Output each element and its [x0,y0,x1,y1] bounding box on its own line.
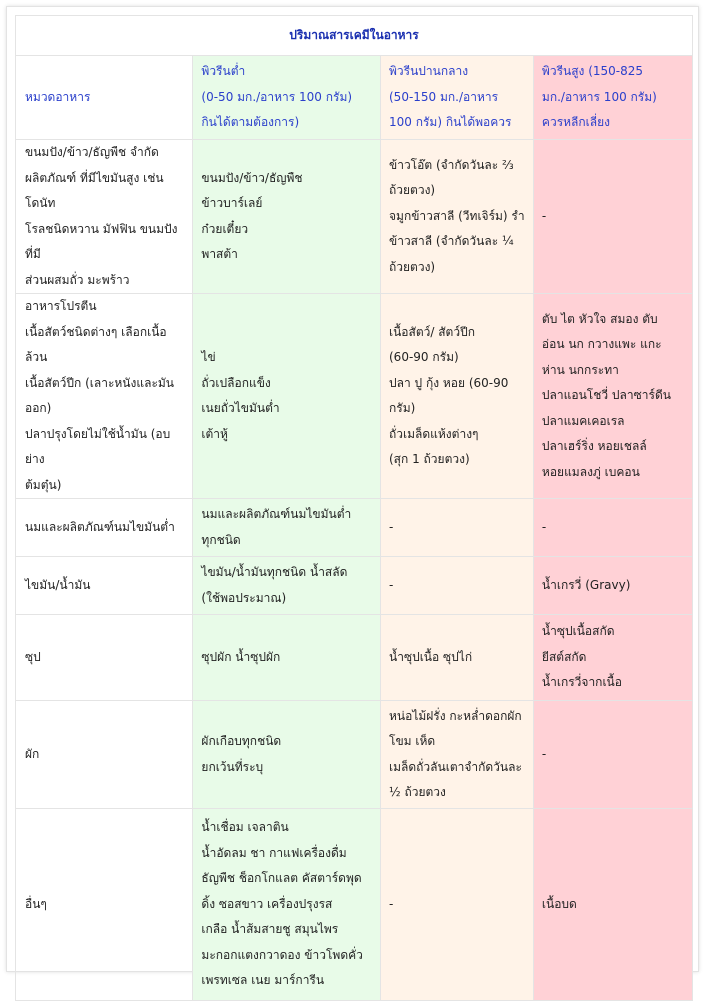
cell-line: เนยถั่วไขมันต่ำ [201,401,280,415]
header-category: หมวดอาหาร [16,56,193,140]
cell-line: ผัก [25,746,40,761]
cell-line: ถั่วเปลือกแข็ง [201,375,271,390]
cell-line: ปลาแมคเคอเรล [541,413,625,428]
cell-line: - [541,519,547,534]
cell-line: ต้มตุ๋น) [25,477,62,492]
cell-line: - [389,519,394,534]
cell-line: ผลิตภัณฑ์ ที่มีไขมันสูง เช่น โดนัท [25,170,164,210]
cell-line: ข้าวโอ๊ต (จำกัดวันละ ⅔ [389,157,514,172]
cell-line: ตับ ไต หัวใจ สมอง ตับ [541,311,658,326]
cell-medium [381,499,534,557]
cell-high [533,615,692,701]
cell-medium [381,701,534,809]
cell-line: - [389,577,394,592]
cell-line: น้ำอัดลม ชา กาแฟเครื่องดื่ม [201,845,347,860]
cell-line: ปลา ปู กุ้ง หอย (60-90 [389,375,509,390]
cell-line: ออก) [25,401,52,415]
cell-line: ก๋วยเตี๋ยว [201,221,249,236]
cell-line: น้ำเชื่อม เจลาติน [201,820,289,835]
cell-line: เกลือ น้ำส้มสายชู สมุนไพร [201,922,339,937]
cell-medium [381,615,534,701]
cell-line: จมูกข้าวสาลี (วีทเจิร์ม) รำ [389,208,525,223]
cell-line: ปลาแอนโชวี่ ปลาซาร์ดีน [541,388,671,403]
table-row [16,499,693,557]
cell-line: ถ้วยตวง) [389,259,436,274]
cell-line: ปลาเฮร์ริ่ง หอยเชลล์ [541,439,647,454]
cell-line: มะกอกแตงกวาดอง ข้าวโพดคั่ว [201,947,363,962]
cell-medium [381,557,534,615]
cell-line: นมและผลิตภัณฑ์นมไขมันต่ำ [25,519,175,534]
header-high: พิวรีนสูง (150-825 มก./อาหาร 100 กรัม) ควรหลีกเลี่ยง [533,56,692,140]
cell-line: เต้าหู้ [201,426,228,441]
cell-line: ไขมัน/น้ำมันทุกชนิด น้ำสลัด [201,565,348,579]
table-row [16,701,693,809]
table-row [16,140,693,294]
cell-high [533,294,692,499]
cell-line: เพรทเซล เนย มาร์การีน [201,973,325,988]
cell-line: ทุกชนิด [201,532,241,547]
cell-line: ข้าวสาลี (จำกัดวันละ ¼ [389,234,514,249]
cell-category [16,701,193,809]
cell-line: โขม เห็ด [389,734,436,748]
cell-high [533,557,692,615]
cell-line: ถั่วเมล็ดแห้งต่างๆ [389,426,479,441]
cell-line: เนื้อบด [541,896,577,911]
cell-line: ดิ้ง ซอสขาว เครื่องปรุงรส [201,896,333,911]
cell-line: ยีสต์สกัด [541,649,587,664]
cell-low [193,809,381,1001]
table-row [16,557,693,615]
cell-high [533,809,692,1001]
table-row [16,294,693,499]
cell-line: นมและผลิตภัณฑ์นมไขมันต่ำ [201,507,352,521]
cell-line: เนื้อสัตว์ชนิดต่างๆ เลือกเนื้อล้วน [25,324,167,364]
cell-low [193,701,381,809]
cell-line: ขนมปัง/ข้าว/ธัญพืช [201,170,303,185]
cell-line: อื่นๆ [25,896,47,911]
cell-line: ไขมัน/น้ำมัน [25,577,91,592]
cell-line: - [541,746,547,761]
cell-line: หน่อไม้ฝรั่ง กะหล่ำดอกผัก [389,708,522,723]
cell-category [16,809,193,1001]
cell-category [16,557,193,615]
cell-line: ½ ถ้วยตวง [389,785,446,799]
cell-line: กรัม) [389,401,416,415]
cell-line: (60-90 กรัม) [389,350,459,364]
cell-line: ปลาปรุงโดยไม่ใช้น้ำมัน (อบ ย่าง [25,426,171,466]
cell-category [16,615,193,701]
cell-line: ห่าน นกกระทา [541,362,619,377]
cell-high [533,701,692,809]
cell-line: อ่อน นก กวางแพะ แกะ [541,337,662,352]
cell-line: ส่วนผสมถั่ว มะพร้าว [25,272,130,287]
purine-table [15,15,693,1001]
cell-line: ถ้วยตวง) [389,183,436,198]
cell-medium [381,809,534,1001]
cell-line: โรลชนิดหวาน มัฟฟิน ขนมปังที่มี [25,221,178,261]
cell-line: ขนมปัง/ข้าว/ธัญพืช จำกัด [25,145,159,159]
cell-line: เมล็ดถั่วลันเตาจำกัดวันละ [389,759,522,774]
cell-low [193,557,381,615]
cell-line: น้ำเกรวี่จากเนื้อ [541,675,622,690]
cell-line: น้ำซุปเนื้อ ซุปไก่ [389,649,473,664]
table-body [16,140,693,1001]
cell-category [16,294,193,499]
cell-line: เนื้อสัตว์/ สัตว์ปีก [389,324,475,339]
cell-high [533,499,692,557]
cell-line: ข้าวบาร์เลย์ [201,196,263,210]
cell-line: ซุป [25,649,41,664]
cell-line: น้ำเกรวี่ (Gravy) [541,577,631,592]
cell-low [193,615,381,701]
table-frame [6,6,699,988]
cell-high [533,140,692,294]
cell-line: ยกเว้นที่ระบุ [201,759,264,774]
header-low: พิวรีนต่ำ (0-50 มก./อาหาร 100 กรัม) กินได้ตามต้องการ) [193,56,381,140]
cell-line: ซุปผัก น้ำซุปผัก [201,649,281,664]
cell-low [193,294,381,499]
cell-line: ไข่ [201,350,216,364]
table-title: ปริมาณสารเคมีในอาหาร [16,16,693,56]
cell-category [16,499,193,557]
cell-line: ธัญพืช ช็อกโกแลต คัสตาร์ดพุด [201,871,362,886]
header-medium: พิวรีนปานกลาง (50-150 มก./อาหาร 100 กรัม) กินได้พอควร [381,56,534,140]
cell-line: - [389,896,394,911]
cell-line: เนื้อสัตว์ปีก (เลาะหนังและมัน [25,375,175,390]
cell-low [193,140,381,294]
cell-line: ผักเกือบทุกชนิด [201,734,282,748]
cell-line: (สุก 1 ถ้วยตวง) [389,452,470,466]
cell-line: พาสต้า [201,247,238,261]
cell-low [193,499,381,557]
cell-category [16,140,193,294]
cell-line: หอยแมลงภู่ เบคอน [541,464,640,479]
cell-line: - [541,208,547,223]
table-row [16,809,693,1001]
cell-line: (ใช้พอประมาณ) [201,590,287,605]
cell-line: อาหารโปรตีน [25,299,97,313]
cell-medium [381,294,534,499]
table-row [16,615,693,701]
cell-medium [381,140,534,294]
cell-line: น้ำซุปเนื้อสกัด [541,624,615,639]
header-row [16,56,693,140]
